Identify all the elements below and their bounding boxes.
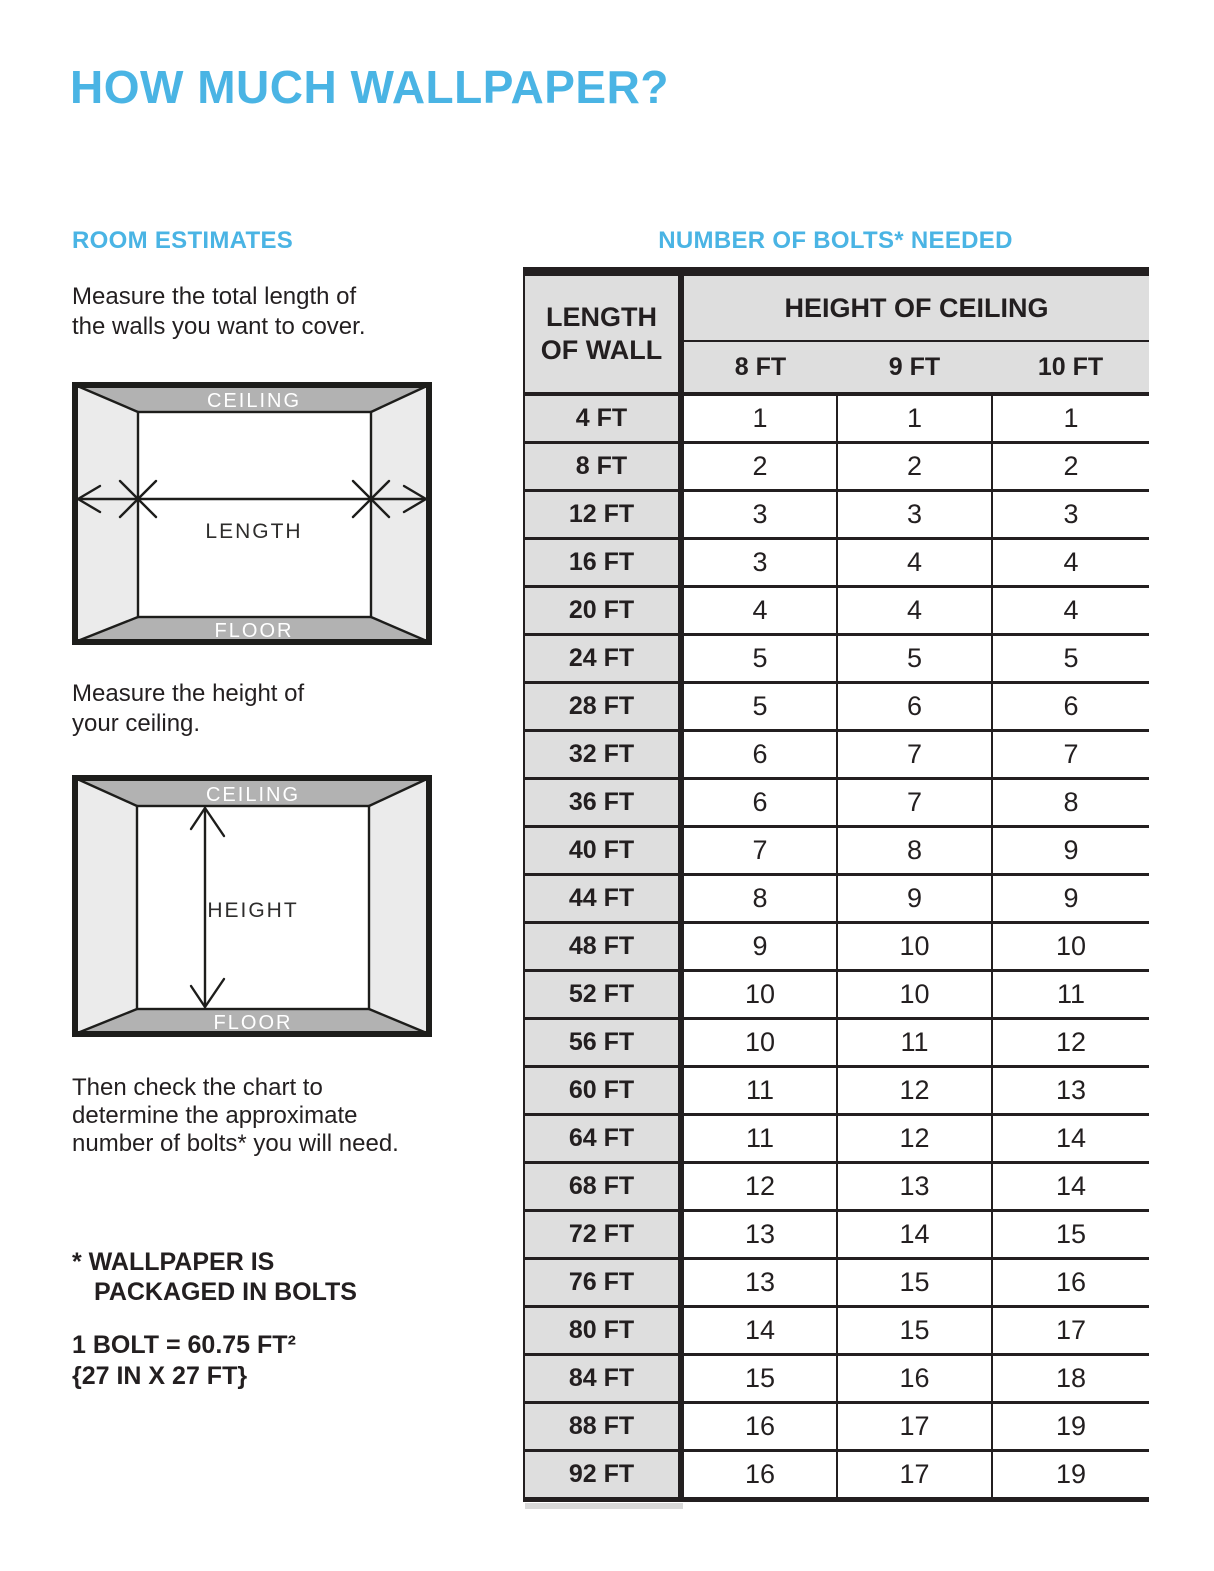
table-row (524, 923, 1149, 971)
instruction-step-2 (72, 679, 304, 739)
bolt-count-cell: 14 (837, 1211, 992, 1259)
ceiling-label: CEILING (205, 784, 301, 806)
bolt-count-cell: 16 (681, 1451, 837, 1500)
row-header-wall-length: 24 FT (524, 635, 681, 683)
text-line: 1 BOLT = 60.75 FT² (72, 1331, 296, 1359)
row-header-wall-length: 48 FT (524, 923, 681, 971)
bolt-count-cell: 1 (992, 394, 1149, 443)
bolt-count-cell: 13 (681, 1259, 837, 1307)
bolt-count-cell: 17 (837, 1451, 992, 1500)
bolt-count-cell: 11 (992, 971, 1149, 1019)
left-wall (75, 778, 137, 1034)
ceiling-height-diagram (72, 775, 433, 1037)
bolt-count-cell: 5 (837, 635, 992, 683)
bolt-count-cell: 14 (992, 1163, 1149, 1211)
bolt-count-cell: 4 (837, 539, 992, 587)
bolt-count-cell: 12 (681, 1163, 837, 1211)
row-header-wall-length: 60 FT (524, 1067, 681, 1115)
row-header-wall-length: 4 FT (524, 394, 681, 443)
bolt-count-cell: 17 (992, 1307, 1149, 1355)
bolt-count-cell: 1 (681, 394, 837, 443)
bolt-count-cell: 4 (837, 587, 992, 635)
table-row (524, 1259, 1149, 1307)
table-row (524, 1019, 1149, 1067)
col-header-10ft: 10 FT (992, 341, 1149, 394)
row-header-wall-length: 76 FT (524, 1259, 681, 1307)
bolt-count-cell: 19 (992, 1451, 1149, 1500)
table-row (524, 539, 1149, 587)
bolt-count-cell: 13 (681, 1211, 837, 1259)
height-label: HEIGHT (207, 899, 299, 922)
row-header-wall-length: 28 FT (524, 683, 681, 731)
instruction-step-3 (72, 1074, 399, 1158)
bolt-count-cell: 10 (681, 971, 837, 1019)
text-line: the walls you want to cover. (72, 313, 366, 340)
col-group-header-height-of-ceiling: HEIGHT OF CEILING (681, 272, 1149, 342)
bolt-count-cell: 2 (681, 443, 837, 491)
bolt-count-cell: 9 (992, 875, 1149, 923)
table-row (524, 1115, 1149, 1163)
row-header-wall-length: 80 FT (524, 1307, 681, 1355)
bolt-count-cell: 8 (837, 827, 992, 875)
col-header-length-of-wall: LENGTH OF WALL (524, 272, 681, 395)
bolt-count-cell: 17 (837, 1403, 992, 1451)
bolt-count-cell: 15 (681, 1355, 837, 1403)
table-row (524, 443, 1149, 491)
text-line: * WALLPAPER IS (72, 1248, 275, 1276)
bolt-count-cell: 6 (681, 779, 837, 827)
bolts-needed-heading: NUMBER OF BOLTS* NEEDED (658, 227, 1013, 254)
row-header-wall-length: 88 FT (524, 1403, 681, 1451)
row-header-wall-length: 92 FT (524, 1451, 681, 1500)
bolt-count-cell: 9 (681, 923, 837, 971)
bolt-count-cell: 14 (992, 1115, 1149, 1163)
bolt-count-cell: 10 (992, 923, 1149, 971)
bolt-count-cell: 4 (681, 587, 837, 635)
bolt-count-cell: 16 (681, 1403, 837, 1451)
text-line: determine the approximate (72, 1102, 358, 1129)
table-row (524, 779, 1149, 827)
bolt-count-cell: 18 (992, 1355, 1149, 1403)
text-line: Measure the total length of (72, 283, 357, 310)
floor-label: FLOOR (213, 1012, 293, 1034)
back-wall (138, 412, 371, 617)
room-length-diagram (72, 382, 433, 645)
bolts-table-body (524, 394, 1149, 1500)
row-header-wall-length: 12 FT (524, 491, 681, 539)
table-row (524, 827, 1149, 875)
bolt-count-cell: 13 (837, 1163, 992, 1211)
row-header-wall-length: 72 FT (524, 1211, 681, 1259)
table-header-row (524, 272, 1149, 342)
bolt-count-cell: 8 (992, 779, 1149, 827)
floor-label: FLOOR (214, 620, 294, 642)
bolt-count-cell: 6 (837, 683, 992, 731)
bolt-count-cell: 7 (837, 779, 992, 827)
bolt-count-cell: 12 (837, 1115, 992, 1163)
row-header-wall-length: 40 FT (524, 827, 681, 875)
bolt-count-cell: 5 (681, 683, 837, 731)
row-header-wall-length: 36 FT (524, 779, 681, 827)
row-header-wall-length: 84 FT (524, 1355, 681, 1403)
bolt-count-cell: 15 (837, 1259, 992, 1307)
table-row (524, 635, 1149, 683)
table-row (524, 731, 1149, 779)
bolt-count-cell: 3 (992, 491, 1149, 539)
table-row (524, 971, 1149, 1019)
bolt-count-cell: 3 (837, 491, 992, 539)
row-header-wall-length: 68 FT (524, 1163, 681, 1211)
wallpaper-bolts-footnote (72, 1247, 357, 1307)
table-row (524, 1451, 1149, 1500)
bolt-count-cell: 10 (681, 1019, 837, 1067)
bolt-count-cell: 5 (681, 635, 837, 683)
length-label: LENGTH (205, 520, 303, 543)
bolts-table (523, 267, 1149, 1502)
bolt-count-cell: 12 (837, 1067, 992, 1115)
row-header-wall-length: 56 FT (524, 1019, 681, 1067)
bolt-count-cell: 4 (992, 539, 1149, 587)
table-row (524, 1403, 1149, 1451)
text-line: PACKAGED IN BOLTS (94, 1278, 357, 1306)
bolt-count-cell: 7 (837, 731, 992, 779)
bolt-count-cell: 2 (992, 443, 1149, 491)
col-header-8ft: 8 FT (681, 341, 837, 394)
table-row (524, 1211, 1149, 1259)
row-header-wall-length: 16 FT (524, 539, 681, 587)
bolt-count-cell: 16 (992, 1259, 1149, 1307)
row-header-wall-length: 32 FT (524, 731, 681, 779)
bolt-count-cell: 10 (837, 971, 992, 1019)
bolt-count-cell: 1 (837, 394, 992, 443)
text-line: your ceiling. (72, 710, 201, 737)
bolt-count-cell: 19 (992, 1403, 1149, 1451)
text-line: Then check the chart to (72, 1074, 323, 1101)
table-row (524, 394, 1149, 443)
bolt-count-cell: 4 (992, 587, 1149, 635)
table-row (524, 683, 1149, 731)
bolt-count-cell: 9 (837, 875, 992, 923)
bolt-count-cell: 12 (992, 1019, 1149, 1067)
page-title: HOW MUCH WALLPAPER? (70, 61, 669, 113)
bolt-count-cell: 11 (681, 1115, 837, 1163)
row-header-wall-length: 44 FT (524, 875, 681, 923)
bolt-count-cell: 11 (681, 1067, 837, 1115)
table-row (524, 1307, 1149, 1355)
row-header-wall-length: 52 FT (524, 971, 681, 1019)
row-header-wall-length: 8 FT (524, 443, 681, 491)
table-row (524, 491, 1149, 539)
bolt-count-cell: 6 (992, 683, 1149, 731)
table-row (524, 875, 1149, 923)
bolt-count-cell: 3 (681, 539, 837, 587)
table-bottom-shadow (525, 1503, 683, 1509)
col-header-9ft: 9 FT (837, 341, 992, 394)
table-row (524, 1067, 1149, 1115)
bolt-count-cell: 14 (681, 1307, 837, 1355)
left-wall (75, 385, 138, 642)
right-wall (369, 778, 429, 1034)
instruction-step-1 (72, 282, 365, 342)
table-row (524, 1355, 1149, 1403)
row-header-wall-length: 20 FT (524, 587, 681, 635)
text-line: number of bolts* you will need. (72, 1130, 399, 1157)
text-line: Measure the height of (72, 680, 305, 707)
bolt-count-cell: 15 (992, 1211, 1149, 1259)
bolt-count-cell: 9 (992, 827, 1149, 875)
bolt-count-cell: 16 (837, 1355, 992, 1403)
bolt-size-spec (72, 1330, 296, 1392)
ceiling-label: CEILING (206, 390, 302, 412)
bolt-count-cell: 11 (837, 1019, 992, 1067)
bolt-count-cell: 7 (992, 731, 1149, 779)
table-row (524, 587, 1149, 635)
bolt-count-cell: 13 (992, 1067, 1149, 1115)
bolt-count-cell: 5 (992, 635, 1149, 683)
room-estimates-heading: ROOM ESTIMATES (72, 227, 294, 254)
bolt-count-cell: 6 (681, 731, 837, 779)
bolt-count-cell: 2 (837, 443, 992, 491)
bolt-count-cell: 15 (837, 1307, 992, 1355)
bolt-count-cell: 8 (681, 875, 837, 923)
right-wall (371, 385, 429, 642)
text-line: {27 IN X 27 FT} (72, 1362, 248, 1390)
row-header-wall-length: 64 FT (524, 1115, 681, 1163)
bolt-count-cell: 3 (681, 491, 837, 539)
bolt-count-cell: 10 (837, 923, 992, 971)
table-row (524, 1163, 1149, 1211)
bolt-count-cell: 7 (681, 827, 837, 875)
